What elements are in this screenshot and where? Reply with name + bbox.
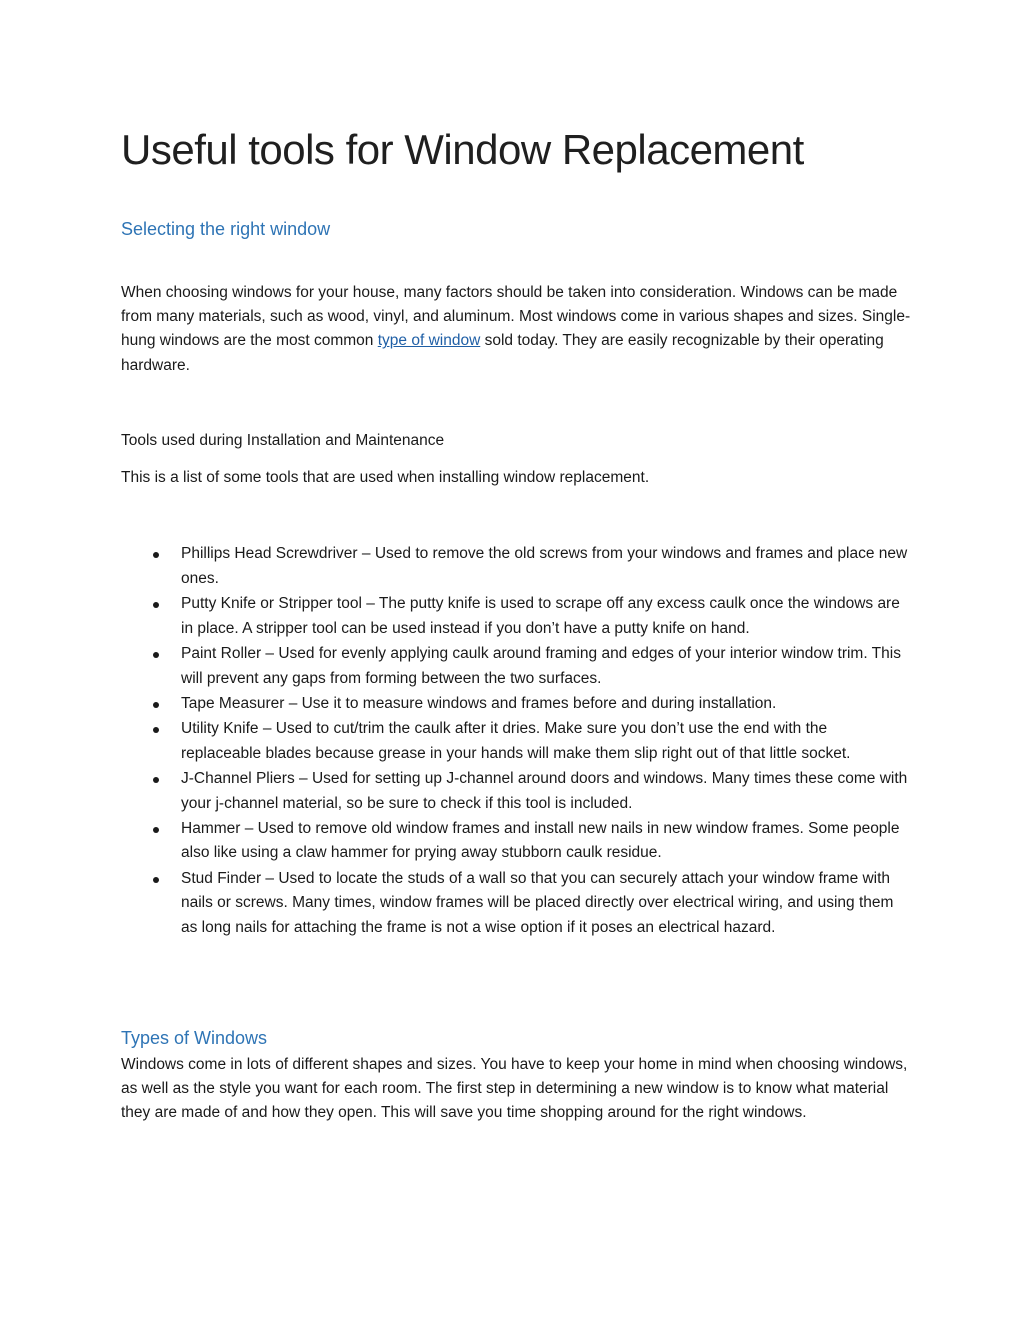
heading-types-of-windows: Types of Windows	[121, 1028, 268, 1048]
list-item-text: Tape Measurer – Use it to measure windows and frames before and during installation.	[181, 694, 777, 712]
paragraph-text-after-link: sold today. They are easily recognizable by their operating hardware.	[121, 332, 884, 374]
list-item	[121, 692, 911, 717]
heading-selecting-window: Selecting the right window	[121, 219, 331, 239]
list-item	[121, 867, 911, 941]
paragraph-types-of-windows: Windows come in lots of different shapes and sizes. You have to keep your home in mind when choosing windows, as well as the style you want for each room. The first step in determining a new window is to know what material they are made of and how they open. This will save you time shopping around for the right windows.	[121, 1056, 908, 1122]
bullet-icon	[153, 652, 159, 658]
list-item	[121, 817, 911, 866]
list-item-text: Phillips Head Screwdriver – Used to remove the old screws from your windows and frames and place new ones.	[181, 545, 908, 587]
tools-list	[121, 542, 911, 941]
paragraph-text-before-link: When choosing windows for your house, many factors should be taken into consideration. Windows can be made from many materials, such as wood, vinyl, and aluminum. Most windows come in various shapes and sizes. Single-hung windows are the most common	[121, 284, 911, 350]
bullet-icon	[153, 552, 159, 558]
list-item	[121, 592, 911, 641]
list-item	[121, 642, 911, 691]
list-item-text: J-Channel Pliers – Used for setting up J-channel around doors and windows. Many times these come with your j-channel material, so be sure to check if this tool is included.	[181, 769, 908, 812]
tools-section-description: This is a list of some tools that are used when installing window replacement.	[121, 469, 650, 486]
list-item-text: Utility Knife – Used to cut/trim the caulk after it dries. Make sure you don’t use the end with the replaceable blades because grease in your hands will make them slip right out of that little socket.	[181, 719, 851, 762]
bullet-icon	[153, 727, 159, 733]
list-item-text: Paint Roller – Used for evenly applying caulk around framing and edges of your interior window trim. This will prevent any gaps from forming between the two surfaces.	[181, 644, 901, 687]
list-item-text: Putty Knife or Stripper tool – The putty knife is used to scrape off any excess caulk once the windows are in place. A stripper tool can be used instead if you don’t have a putty knife on hand.	[181, 594, 900, 637]
list-item	[121, 542, 911, 591]
bullet-icon	[153, 702, 159, 708]
bullet-icon	[153, 602, 159, 608]
bullet-icon	[153, 877, 159, 883]
list-item	[121, 717, 911, 766]
list-item-text: Stud Finder – Used to locate the studs of a wall so that you can securely attach your window frame with nails or screws. Many times, window frames will be placed directly over electrical wiring, and using them as long nails for attaching the frame is not a wise option if it poses an electrical hazard.	[181, 869, 894, 937]
paragraph-selecting-window	[121, 281, 911, 378]
document-title: Useful tools for Window Replacement	[121, 126, 804, 173]
type-of-window-link[interactable]: type of window	[377, 332, 481, 350]
bullet-icon	[153, 777, 159, 783]
list-item	[121, 767, 911, 816]
list-item-text: Hammer – Used to remove old window frames and install new nails in new window frames. Some people also like using a claw hammer for prying away stubborn caulk residue.	[181, 819, 900, 862]
bullet-icon	[153, 827, 159, 833]
tools-section-title: Tools used during Installation and Maintenance	[121, 432, 445, 449]
